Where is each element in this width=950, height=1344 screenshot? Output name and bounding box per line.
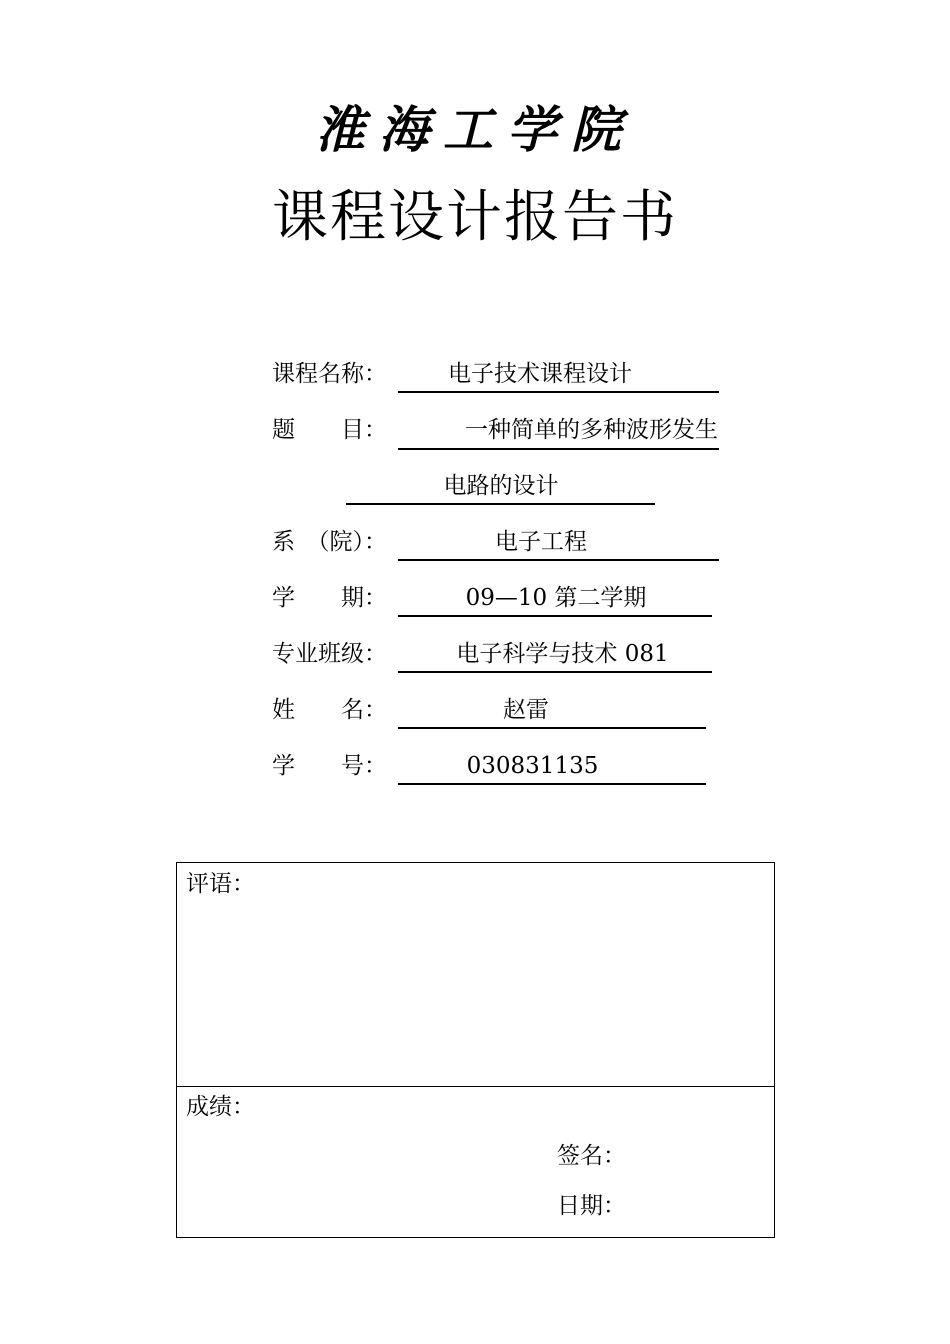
student-name-value: 赵雷 [503, 697, 549, 723]
course-name-label: 课程名称： [272, 361, 387, 387]
department-label: 系 （院）： [272, 529, 387, 555]
school-name: 淮海工学院 [315, 100, 635, 159]
student-name-underline [398, 727, 706, 729]
class-value: 电子科学与技术 081 [456, 641, 669, 667]
grade-label: 成绩： [186, 1094, 255, 1120]
comment-label: 评语： [186, 871, 255, 897]
term-label: 学 期： [272, 585, 387, 611]
department-underline [398, 559, 719, 561]
topic-underline-1 [398, 448, 719, 450]
topic-value-line2: 电路的设计 [443, 473, 559, 499]
course-name-value: 电子技术课程设计 [448, 361, 632, 387]
topic-value-line1: 一种简单的多种波形发生 [465, 417, 718, 443]
evaluation-box [176, 862, 775, 1238]
date-label: 日期： [557, 1193, 626, 1219]
department-value: 电子工程 [495, 529, 587, 555]
student-id-value: 030831135 [466, 753, 599, 779]
class-label: 专业班级： [272, 641, 387, 667]
evaluation-divider [177, 1086, 774, 1087]
term-underline [398, 615, 712, 617]
course-name-underline [398, 391, 719, 393]
signature-label: 签名： [557, 1143, 626, 1169]
term-value: 09—10 第二学期 [465, 585, 647, 611]
class-underline [398, 671, 712, 673]
topic-underline-2 [346, 503, 655, 505]
student-id-underline [398, 783, 706, 785]
document-title: 课程设计报告书 [272, 185, 678, 250]
student-id-label: 学 号： [272, 753, 387, 779]
student-name-label: 姓 名： [272, 697, 387, 723]
topic-label: 题 目： [272, 417, 387, 443]
